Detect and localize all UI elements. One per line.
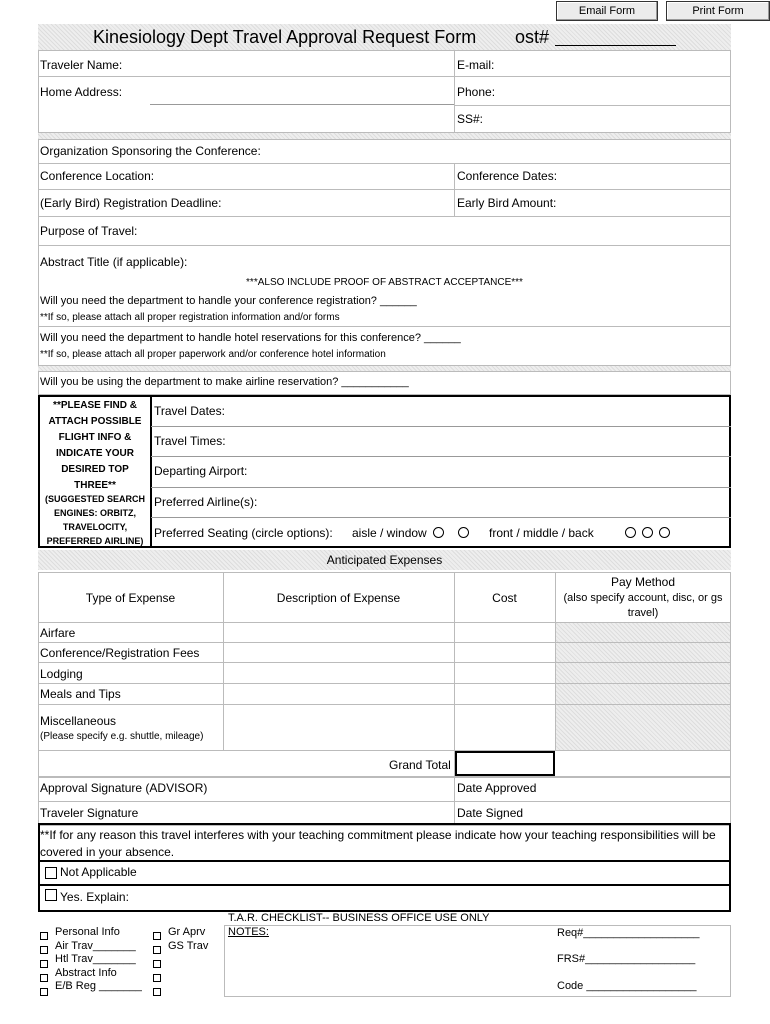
seat-circle-2[interactable] — [458, 527, 469, 538]
seat-circle-5[interactable] — [659, 527, 670, 538]
col-desc-header: Description of Expense — [276, 591, 401, 605]
req-number-label: Req#___________________ — [557, 927, 700, 939]
col-pay-header: Pay Method — [610, 575, 676, 589]
seat-circle-3[interactable] — [625, 527, 636, 538]
travel-dates-label: Travel Dates: — [154, 404, 225, 418]
seat-option-front-middle-back: front / middle / back — [489, 526, 594, 540]
hotel-question: Will you need the department to handle hotel reservations for this conference? ______ — [40, 332, 461, 344]
traveler-name-label: Traveler Name: — [40, 58, 123, 72]
checklist-title: T.A.R. CHECKLIST-- BUSINESS OFFICE USE ONLY — [228, 912, 490, 924]
departing-airport-label: Departing Airport: — [154, 464, 248, 478]
not-applicable-label: Not Applicable — [60, 865, 137, 879]
col-pay-subheader: (also specify account, disc, or gs travel) — [563, 592, 723, 619]
date-signed-label: Date Signed — [457, 806, 524, 820]
seat-circle-1[interactable] — [433, 527, 444, 538]
checklist-checkbox[interactable] — [40, 960, 48, 968]
code-label: Code __________________ — [557, 980, 697, 992]
email-form-button[interactable]: Email Form — [556, 1, 658, 21]
expense-row-label: Meals and Tips — [40, 687, 121, 701]
traveler-signature-label: Traveler Signature — [40, 806, 139, 820]
yes-explain-checkbox[interactable] — [45, 889, 57, 901]
grand-total-label: Grand Total — [389, 758, 451, 772]
frs-number-label: FRS#__________________ — [557, 953, 696, 965]
registration-note: **If so, please attach all proper registration information and/or forms — [40, 312, 340, 323]
checklist-item: Gr Aprv — [168, 926, 206, 938]
checklist-checkbox[interactable] — [40, 932, 48, 940]
travel-times-label: Travel Times: — [154, 434, 226, 448]
abstract-label: Abstract Title (if applicable): — [40, 255, 188, 269]
checklist-checkbox[interactable] — [153, 960, 161, 968]
traveler-section — [38, 50, 731, 133]
conf-dates-label: Conference Dates: — [457, 169, 558, 183]
preferred-airlines-label: Preferred Airline(s): — [154, 495, 258, 509]
flight-info-note: **PLEASE FIND & ATTACH POSSIBLE FLIGHT INFO & INDICATE YOUR DESIRED TOP THREE** — [48, 400, 142, 491]
print-form-button[interactable]: Print Form — [666, 1, 770, 21]
seat-circle-4[interactable] — [642, 527, 653, 538]
home-address-label: Home Address: — [40, 85, 123, 99]
ss-label: SS#: — [457, 112, 484, 126]
grand-total-field[interactable] — [455, 751, 555, 776]
checklist-item: E/B Reg _______ — [55, 980, 142, 992]
early-bird-amount-label: Early Bird Amount: — [457, 196, 557, 210]
conf-location-label: Conference Location: — [40, 169, 155, 183]
deadline-label: (Early Bird) Registration Deadline: — [40, 196, 222, 210]
checklist-checkbox[interactable] — [40, 974, 48, 982]
registration-question: Will you need the department to handle your conference registration? ______ — [40, 295, 417, 307]
checklist-checkbox[interactable] — [153, 988, 161, 996]
checklist-checkbox[interactable] — [40, 988, 48, 996]
seat-option-aisle-window: aisle / window — [352, 526, 427, 540]
checklist-item: Personal Info — [55, 926, 120, 938]
abstract-note: ***ALSO INCLUDE PROOF OF ABSTRACT ACCEPTANCE*** — [246, 277, 523, 288]
expense-row-label: Conference/Registration Fees — [40, 646, 200, 660]
col-type-header: Type of Expense — [85, 591, 176, 605]
not-applicable-checkbox[interactable] — [45, 867, 57, 879]
expense-row-label: Miscellaneous — [40, 714, 117, 728]
col-cost-header: Cost — [492, 591, 517, 605]
date-approved-label: Date Approved — [457, 781, 537, 795]
notes-label: NOTES: — [228, 926, 269, 938]
email-label: E-mail: — [457, 58, 495, 72]
preferred-seating-label: Preferred Seating (circle options): — [154, 526, 333, 540]
hotel-note: **If so, please attach all proper paperwork and/or conference hotel information — [40, 349, 386, 360]
checklist-item: Abstract Info — [55, 967, 117, 979]
checklist-item: Air Trav_______ — [55, 940, 136, 952]
misc-sub-label: (Please specify e.g. shuttle, mileage) — [40, 731, 204, 742]
checklist-checkbox[interactable] — [153, 974, 161, 982]
search-engines-note: (SUGGESTED SEARCH ENGINES: ORBITZ, TRAVELOCITY, PREFERRED AIRLINE) — [44, 494, 145, 546]
airline-question: Will you be using the department to make airline reservation? ___________ — [40, 376, 409, 388]
ost-label: ost# — [515, 27, 550, 47]
checklist-checkbox[interactable] — [153, 946, 161, 954]
ost-line[interactable] — [555, 45, 676, 46]
purpose-label: Purpose of Travel: — [40, 224, 138, 238]
org-label: Organization Sponsoring the Conference: — [40, 144, 261, 158]
form-title: Kinesiology Dept Travel Approval Request Form — [93, 27, 477, 47]
checklist-item: Htl Trav_______ — [55, 953, 136, 965]
approval-signature-label: Approval Signature (ADVISOR) — [40, 781, 208, 795]
expense-row-label: Lodging — [40, 667, 83, 681]
checklist-item: GS Trav — [168, 940, 209, 952]
checklist-checkbox[interactable] — [40, 946, 48, 954]
teaching-question: **If for any reason this travel interferes with your teaching commitment please indicate how your teaching responsibilities will be covered in your absence. — [40, 828, 716, 859]
checklist-checkbox[interactable] — [153, 932, 161, 940]
phone-label: Phone: — [457, 85, 496, 99]
yes-explain-label: Yes. Explain: — [60, 890, 129, 904]
expenses-title: Anticipated Expenses — [326, 553, 443, 567]
expense-row-label: Airfare — [40, 626, 76, 640]
